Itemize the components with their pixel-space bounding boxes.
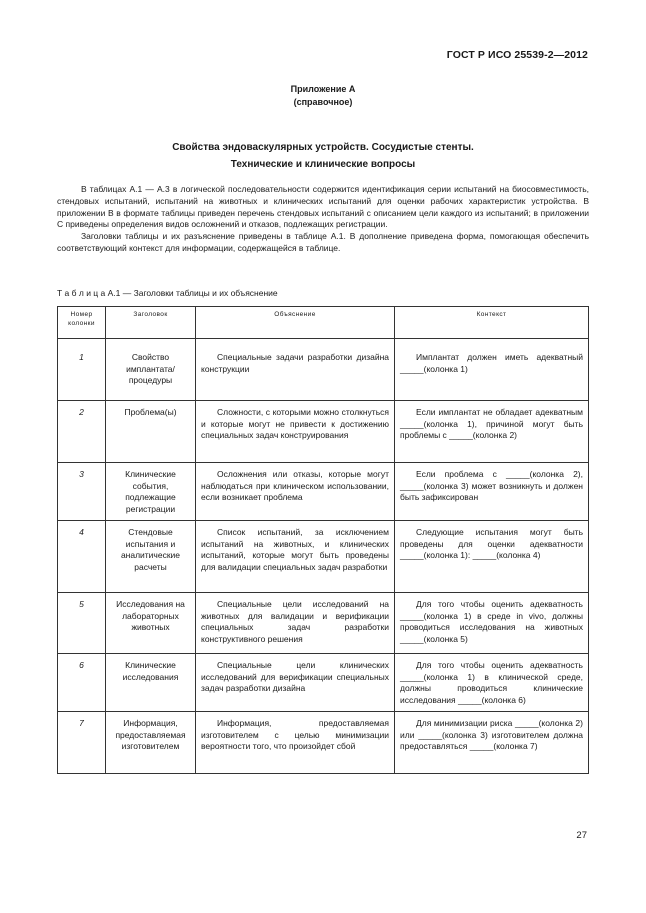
row-number: 2: [58, 401, 106, 463]
row-number: 7: [58, 712, 106, 774]
table-row: [58, 654, 589, 712]
row-explanation: [196, 339, 395, 401]
section-title-line-2: Технические и клинические вопросы: [230, 159, 416, 170]
row-context: [395, 401, 589, 463]
row-header: Клинические события, подлежащие регистрации: [106, 463, 196, 521]
row-explanation-text: Сложности, с которыми можно столкнуться и которые могут не привести к достижению специальных задач конструирования: [201, 407, 389, 440]
row-header: Информация, предоставляемая изготовителем: [106, 712, 196, 774]
row-context: [395, 463, 589, 521]
row-context-text: Если проблема с _____(колонка 2), _____(колонка 3) может возникнуть и должен быть зафиксирован: [400, 469, 583, 502]
row-header: Клинические исследования: [106, 654, 196, 712]
row-explanation: [196, 463, 395, 521]
standard-designation: ГОСТ Р ИСО 25539-2—2012: [446, 49, 588, 61]
headers-table: [57, 306, 589, 774]
row-context-text: Для того чтобы оценить адекватность _____(колонка 1) в среде in vivo, должны проводиться исследования на животных _____(колонка 5): [400, 599, 583, 644]
row-number: 6: [58, 654, 106, 712]
row-explanation-text: Специальные задачи разработки дизайна конструкции: [201, 352, 389, 374]
row-explanation: [196, 593, 395, 654]
table-row: [58, 593, 589, 654]
table-row: [58, 521, 589, 593]
intro-paragraph: В таблицах А.1 — А.3 в логической последовательности содержится идентификация серии испытаний на биосовместимость, стендовых испытаний, испытаний на животных и клинических испытаний для оценки рабочих характеристик устройства. В приложении В в формате таблицы приведен перечень стендовых испытаний с описанием цели каждого из испытаний; в приложении С приведены определения видов осложнений и отказов, подлежащих регистрации.: [57, 184, 589, 230]
table-row: [58, 401, 589, 463]
row-context: [395, 521, 589, 593]
row-context: [395, 712, 589, 774]
row-context-text: Имплантат должен иметь адекватный _____(колонка 1): [400, 352, 583, 374]
intro-paragraph: Заголовки таблицы и их разъяснение приведены в таблице А.1. В дополнение приведена форма, помогающая обеспечить соответствующий контекст для информации, содержащейся в таблице.: [57, 231, 589, 253]
row-explanation-text: Осложнения или отказы, которые могут наблюдаться при клиническом использовании, если возникает проблема: [201, 469, 389, 502]
row-context-text: Для того чтобы оценить адекватность _____(колонка 1) в клинической среде, должны проводиться клинические исследования _____(колонка 6): [400, 660, 583, 705]
row-context: [395, 593, 589, 654]
column-header-explanation: Объяснение: [196, 307, 395, 339]
row-explanation: [196, 654, 395, 712]
row-explanation: [196, 712, 395, 774]
row-header: Свойство имплантата/процедуры: [106, 339, 196, 401]
row-explanation: [196, 401, 395, 463]
row-number: 4: [58, 521, 106, 593]
appendix-subtitle: (справочное): [293, 97, 353, 107]
section-title-line-1: Свойства эндоваскулярных устройств. Сосудистые стенты.: [172, 142, 474, 153]
row-explanation-text: Информация, предоставляемая изготовителем с целью минимизации вероятности того, что произойдет сбой: [201, 718, 389, 751]
table-row: [58, 463, 589, 521]
page-number: 27: [576, 830, 587, 841]
column-header-number: Номер колонки: [58, 307, 106, 339]
table-header-row: [58, 307, 589, 339]
row-number: 1: [58, 339, 106, 401]
row-number: 5: [58, 593, 106, 654]
row-explanation-text: Специальные цели клинических исследований для верификации специальных задач разработки дизайна: [201, 660, 389, 693]
row-header: Исследования на лабораторных животных: [106, 593, 196, 654]
row-context: [395, 654, 589, 712]
section-title: [0, 139, 646, 173]
column-header-context: Контекст: [395, 307, 589, 339]
row-context-text: Для минимизации риска _____(колонка 2) или _____(колонка 3) изготовителем должна предоставляться _____(колонка 7): [400, 718, 583, 751]
appendix-title: Приложение А: [290, 84, 356, 94]
row-header: Проблема(ы): [106, 401, 196, 463]
row-header: Стендовые испытания и аналитические расчеты: [106, 521, 196, 593]
table-row: [58, 712, 589, 774]
row-context-text: Следующие испытания могут быть проведены для оценки адекватности _____(колонка 1): _____(колонка 4): [400, 527, 583, 560]
table-caption: Т а б л и ц а А.1 — Заголовки таблицы и их объяснение: [57, 288, 278, 298]
row-context-text: Если имплантат не обладает адекватным _____(колонка 1), причиной могут быть проблемы с _____(колонка 2): [400, 407, 583, 440]
row-number: 3: [58, 463, 106, 521]
intro-text: [57, 184, 589, 255]
table-row: [58, 339, 589, 401]
row-explanation-text: Специальные цели исследований на животных для валидации и верификации специальных задач разработки конструктивного решения: [201, 599, 389, 644]
row-context: [395, 339, 589, 401]
column-header-title: Заголовок: [106, 307, 196, 339]
row-explanation-text: Список испытаний, за исключением испытаний на животных, и клинических испытаний, которые могут быть проведены для валидации специальных задач разработки: [201, 527, 389, 572]
appendix-heading: [0, 83, 646, 109]
row-explanation: [196, 521, 395, 593]
